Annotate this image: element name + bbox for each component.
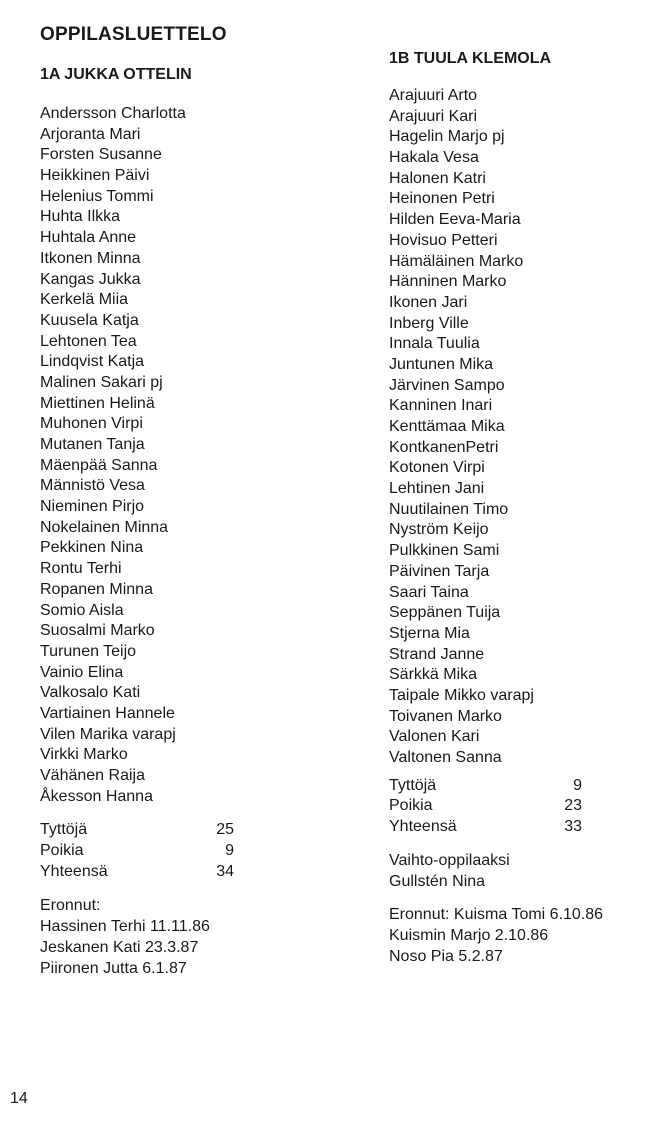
- student-name: Innala Tuulia: [389, 335, 480, 353]
- student-name: Kangas Jukka: [40, 270, 141, 288]
- student-name: Nieminen Pirjo: [40, 498, 145, 516]
- class-1b-column: [389, 50, 659, 967]
- student-name: Åkesson Hanna: [40, 787, 153, 805]
- student-name: Halonen Katri: [389, 169, 486, 187]
- exchange-student-line: Vaihto-oppilaaksi: [389, 851, 510, 869]
- page-title: OPPILASLUETTELO: [40, 24, 227, 45]
- student-name: Turunen Teijo: [40, 642, 137, 660]
- student-name: Mutanen Tanja: [40, 436, 145, 453]
- student-name: Valtonen Sanna: [389, 749, 502, 766]
- student-name: Huhta Ilkka: [40, 208, 121, 226]
- left-school-line: Piironen Jutta 6.1.87: [40, 959, 187, 977]
- student-name: Kanninen Inari: [389, 397, 493, 415]
- student-name: Juntunen Mika: [389, 355, 494, 373]
- student-name: Toivanen Marko: [389, 707, 502, 725]
- student-name: Vartiainen Hannele: [40, 704, 175, 722]
- total-row: [40, 820, 234, 841]
- total-row: [389, 776, 582, 797]
- student-name: Ikonen Jari: [389, 293, 468, 311]
- student-name: Muhonen Virpi: [40, 415, 143, 433]
- class-1a-column: [40, 66, 250, 979]
- student-name: Hänninen Marko: [389, 273, 507, 291]
- student-name: Arajuuri Kari: [389, 107, 478, 125]
- student-name: Vähänen Raija: [40, 767, 145, 784]
- student-name: Helenius Tommi: [40, 187, 154, 205]
- student-name: Vainio Elina: [40, 663, 124, 681]
- student-name: Somio Aisla: [40, 601, 124, 619]
- total-label: Tyttöjä: [40, 821, 88, 839]
- student-name: Mäenpää Sanna: [40, 456, 158, 474]
- class-1b-heading: 1B TUULA KLEMOLA: [389, 50, 552, 67]
- student-name: Malinen Sakari pj: [40, 373, 163, 391]
- class-1a-heading: 1A JUKKA OTTELIN: [40, 66, 192, 83]
- left-school-line: Noso Pia 5.2.87: [389, 947, 503, 965]
- class-1a-left-school: [40, 896, 250, 979]
- student-name: Heikkinen Päivi: [40, 167, 150, 185]
- class-1a-totals: [40, 820, 234, 882]
- student-name: Saari Taina: [389, 583, 469, 601]
- total-label: Tyttöjä: [389, 776, 437, 794]
- student-name: Lehtinen Jani: [389, 480, 485, 498]
- student-name: Pulkkinen Sami: [389, 542, 500, 560]
- student-name: Hagelin Marjo pj: [389, 128, 505, 146]
- student-name: Nyström Keijo: [389, 521, 489, 539]
- student-name: Taipale Mikko varapj: [389, 686, 534, 704]
- total-value: 23: [564, 797, 582, 815]
- left-school-line: Eronnut: Kuisma Tomi 6.10.86: [389, 906, 604, 924]
- total-value: 9: [573, 776, 582, 794]
- total-value: 25: [216, 821, 234, 839]
- student-name: Rontu Terhi: [40, 560, 122, 578]
- student-name: Hakala Vesa: [389, 149, 479, 167]
- student-name: Nokelainen Minna: [40, 518, 169, 536]
- student-name: Männistö Vesa: [40, 477, 145, 495]
- student-name: Päivinen Tarja: [389, 562, 490, 580]
- student-name: Kuusela Katja: [40, 311, 139, 329]
- page-number: 14: [10, 1090, 28, 1107]
- total-label: Poikia: [389, 797, 433, 815]
- total-row: [389, 796, 582, 817]
- left-school-line: Eronnut:: [40, 897, 101, 915]
- student-name: Kerkelä Miia: [40, 291, 129, 309]
- student-name: Arajuuri Arto: [389, 87, 478, 104]
- class-1b-totals: [389, 776, 582, 838]
- student-name: Virkki Marko: [40, 746, 128, 764]
- total-label: Poikia: [40, 842, 84, 860]
- student-name: Heinonen Petri: [389, 190, 495, 208]
- class-1b-exchange-students: [389, 851, 659, 892]
- student-name: Lehtonen Tea: [40, 332, 137, 350]
- student-name: Järvinen Sampo: [389, 376, 505, 394]
- student-name: Hilden Eeva-Maria: [389, 211, 521, 229]
- total-label: Yhteensä: [389, 818, 457, 836]
- student-name: Vilen Marika varapj: [40, 725, 176, 743]
- total-row: [389, 817, 582, 838]
- student-name: Kotonen Virpi: [389, 459, 485, 477]
- class-1b-left-school: [389, 905, 659, 967]
- student-name: Nuutilainen Timo: [389, 500, 509, 518]
- student-name: Hämäläinen Marko: [389, 252, 524, 270]
- student-name: Pekkinen Nina: [40, 539, 144, 557]
- student-name: Ropanen Minna: [40, 580, 153, 598]
- student-name: Valkosalo Kati: [40, 684, 141, 702]
- total-label: Yhteensä: [40, 862, 108, 880]
- left-school-line: Kuismin Marjo 2.10.86: [389, 926, 549, 944]
- left-school-line: Jeskanen Kati 23.3.87: [40, 938, 199, 956]
- total-row: [40, 841, 234, 862]
- student-name: Suosalmi Marko: [40, 622, 155, 640]
- student-name: Särkkä Mika: [389, 666, 478, 684]
- student-name: Strand Janne: [389, 645, 485, 663]
- class-1b-student-list: [389, 86, 659, 769]
- student-name: Stjerna Mia: [389, 624, 470, 642]
- left-school-line: Hassinen Terhi 11.11.86: [40, 918, 210, 936]
- student-name: Valonen Kari: [389, 728, 480, 746]
- student-name: Hovisuo Petteri: [389, 231, 498, 249]
- student-name: Itkonen Minna: [40, 249, 141, 267]
- student-name: Miettinen Helinä: [40, 394, 155, 412]
- student-name: Lindqvist Katja: [40, 353, 145, 371]
- student-name: Huhtala Anne: [40, 229, 137, 247]
- student-name: Inberg Ville: [389, 314, 469, 332]
- total-value: 9: [225, 842, 234, 860]
- student-name: Arjoranta Mari: [40, 125, 141, 143]
- total-value: 33: [564, 818, 582, 836]
- student-name: KontkanenPetri: [389, 438, 499, 456]
- class-1a-student-list: [40, 104, 250, 807]
- student-name: Kenttämaa Mika: [389, 418, 505, 435]
- exchange-student-line: Gullstén Nina: [389, 872, 486, 890]
- total-row: [40, 862, 234, 883]
- student-name: Forsten Susanne: [40, 146, 162, 164]
- student-name: Andersson Charlotta: [40, 105, 186, 122]
- total-value: 34: [216, 862, 234, 880]
- student-name: Seppänen Tuija: [389, 604, 501, 622]
